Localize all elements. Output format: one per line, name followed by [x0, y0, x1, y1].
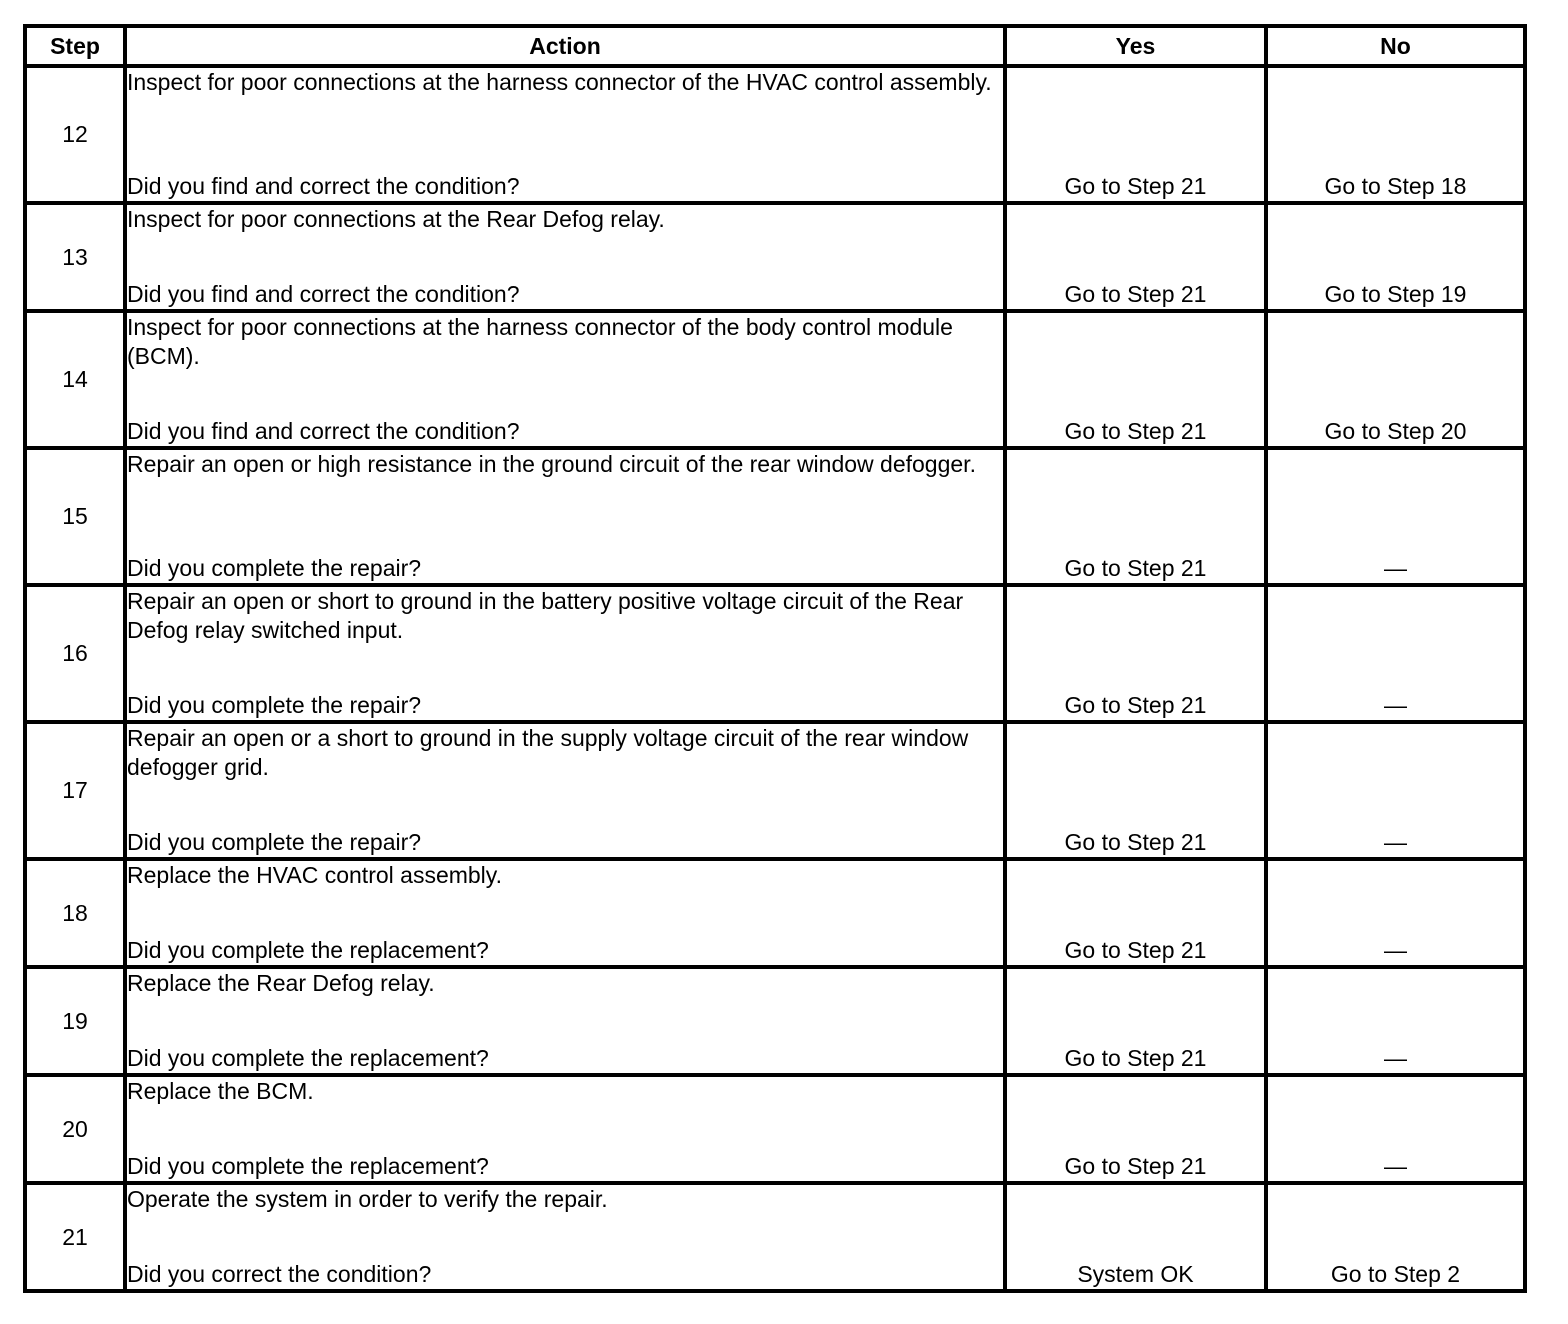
action-instruction: Inspect for poor connections at the harness connector of the body control module (BCM).	[127, 314, 953, 369]
no-result: —	[1266, 859, 1525, 967]
table-row	[25, 203, 1525, 311]
no-result: —	[1266, 1075, 1525, 1183]
table-row	[25, 448, 1525, 585]
action-instruction: Repair an open or a short to ground in the supply voltage circuit of the rear window defogger grid.	[127, 725, 969, 780]
action-cell	[125, 448, 1005, 585]
action-cell	[125, 1183, 1005, 1291]
header-action: Action	[125, 26, 1005, 66]
diagnostic-table	[23, 24, 1527, 1293]
step-number: 12	[25, 66, 125, 203]
table-row	[25, 967, 1525, 1075]
no-result: Go to Step 2	[1266, 1183, 1525, 1291]
no-result: Go to Step 18	[1266, 66, 1525, 203]
action-cell	[125, 585, 1005, 722]
action-cell	[125, 1075, 1005, 1183]
action-instruction: Replace the Rear Defog relay.	[127, 970, 435, 996]
action-cell	[125, 66, 1005, 203]
action-question: Did you complete the repair?	[127, 555, 422, 581]
step-number: 16	[25, 585, 125, 722]
yes-result: System OK	[1005, 1183, 1266, 1291]
header-row	[25, 26, 1525, 66]
step-number: 14	[25, 311, 125, 448]
action-question: Did you complete the replacement?	[127, 937, 489, 963]
action-instruction: Repair an open or short to ground in the battery positive voltage circuit of the Rear Defog relay switched input.	[127, 588, 964, 643]
step-number: 20	[25, 1075, 125, 1183]
action-question: Did you correct the condition?	[127, 1261, 432, 1287]
yes-result: Go to Step 21	[1005, 859, 1266, 967]
no-result: Go to Step 20	[1266, 311, 1525, 448]
action-question: Did you find and correct the condition?	[127, 418, 520, 444]
action-instruction: Replace the BCM.	[127, 1078, 314, 1104]
action-question: Did you complete the replacement?	[127, 1045, 489, 1071]
table-row	[25, 1183, 1525, 1291]
action-instruction: Operate the system in order to verify the repair.	[127, 1186, 608, 1212]
header-step: Step	[25, 26, 125, 66]
header-yes: Yes	[1005, 26, 1266, 66]
table-row	[25, 859, 1525, 967]
action-question: Did you complete the repair?	[127, 692, 422, 718]
yes-result: Go to Step 21	[1005, 66, 1266, 203]
step-number: 15	[25, 448, 125, 585]
step-number: 21	[25, 1183, 125, 1291]
yes-result: Go to Step 21	[1005, 311, 1266, 448]
yes-result: Go to Step 21	[1005, 203, 1266, 311]
action-cell	[125, 967, 1005, 1075]
step-number: 17	[25, 722, 125, 859]
step-number: 19	[25, 967, 125, 1075]
action-question: Did you find and correct the condition?	[127, 173, 520, 199]
table-row	[25, 722, 1525, 859]
no-result: —	[1266, 448, 1525, 585]
yes-result: Go to Step 21	[1005, 1075, 1266, 1183]
action-question: Did you find and correct the condition?	[127, 281, 520, 307]
yes-result: Go to Step 21	[1005, 448, 1266, 585]
action-instruction: Inspect for poor connections at the Rear Defog relay.	[127, 206, 665, 232]
table-row	[25, 585, 1525, 722]
action-instruction: Repair an open or high resistance in the ground circuit of the rear window defogger.	[127, 451, 976, 477]
yes-result: Go to Step 21	[1005, 967, 1266, 1075]
step-number: 13	[25, 203, 125, 311]
no-result: —	[1266, 967, 1525, 1075]
header-no: No	[1266, 26, 1525, 66]
yes-result: Go to Step 21	[1005, 722, 1266, 859]
action-cell	[125, 722, 1005, 859]
step-number: 18	[25, 859, 125, 967]
table-row	[25, 311, 1525, 448]
action-instruction: Replace the HVAC control assembly.	[127, 862, 502, 888]
no-result: —	[1266, 585, 1525, 722]
no-result: —	[1266, 722, 1525, 859]
action-question: Did you complete the repair?	[127, 829, 422, 855]
table-row	[25, 66, 1525, 203]
action-cell	[125, 311, 1005, 448]
action-instruction: Inspect for poor connections at the harness connector of the HVAC control assembly.	[127, 69, 992, 95]
yes-result: Go to Step 21	[1005, 585, 1266, 722]
action-cell	[125, 859, 1005, 967]
table-row	[25, 1075, 1525, 1183]
action-cell	[125, 203, 1005, 311]
action-question: Did you complete the replacement?	[127, 1153, 489, 1179]
no-result: Go to Step 19	[1266, 203, 1525, 311]
